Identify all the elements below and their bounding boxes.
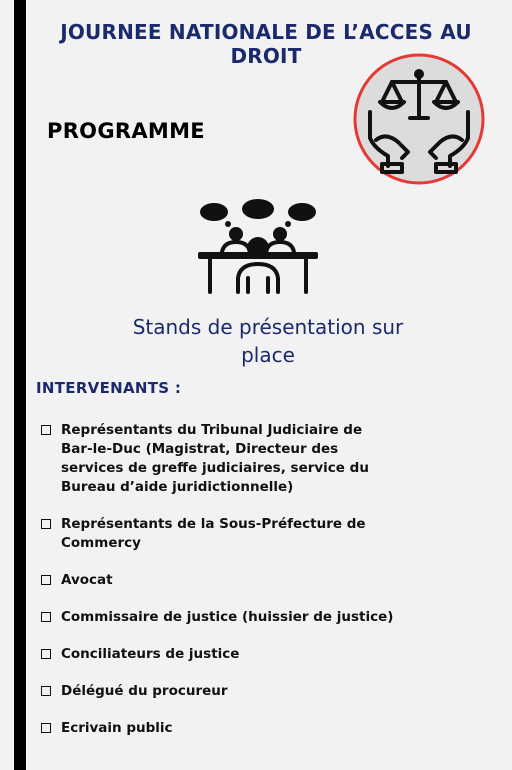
list-item: [40, 571, 395, 590]
left-accent-bar: [14, 0, 26, 770]
list-item-label: Représentants de la Sous-Préfecture de Commercy: [61, 516, 366, 551]
list-item-label: Délégué du procureur: [61, 683, 228, 699]
intervenants-heading: INTERVENANTS :: [36, 379, 182, 397]
list-item: [40, 719, 395, 738]
scales-in-hands-icon: [352, 52, 486, 186]
list-item-label: Ecrivain public: [61, 720, 173, 736]
list-item: [40, 515, 395, 553]
list-item: [40, 682, 395, 701]
page-title: JOURNEE NATIONALE DE L’ACCES AU DROIT: [60, 20, 472, 68]
list-item: [40, 421, 395, 497]
checkbox-bullet-icon: [41, 612, 51, 622]
list-item-label: Commissaire de justice (huissier de justice): [61, 609, 394, 625]
list-item-label: Avocat: [61, 572, 113, 588]
checkbox-bullet-icon: [41, 686, 51, 696]
checkbox-bullet-icon: [41, 575, 51, 585]
list-item-label: Conciliateurs de justice: [61, 646, 240, 662]
checkbox-bullet-icon: [41, 649, 51, 659]
checkbox-bullet-icon: [41, 425, 51, 435]
list-item-label: Représentants du Tribunal Judiciaire de Bar-le-Duc (Magistrat, Directeur des services de greffe judiciaires, service du Bureau d’aide juridictionnelle): [61, 422, 369, 495]
list-item: [40, 608, 395, 627]
checkbox-bullet-icon: [41, 723, 51, 733]
programme-heading: PROGRAMME: [47, 119, 205, 143]
meeting-people-icon: [196, 198, 320, 296]
intervenants-list: [40, 421, 395, 738]
checkbox-bullet-icon: [41, 519, 51, 529]
list-item: [40, 645, 395, 664]
stands-subtitle: Stands de présentation sur place: [132, 315, 404, 367]
